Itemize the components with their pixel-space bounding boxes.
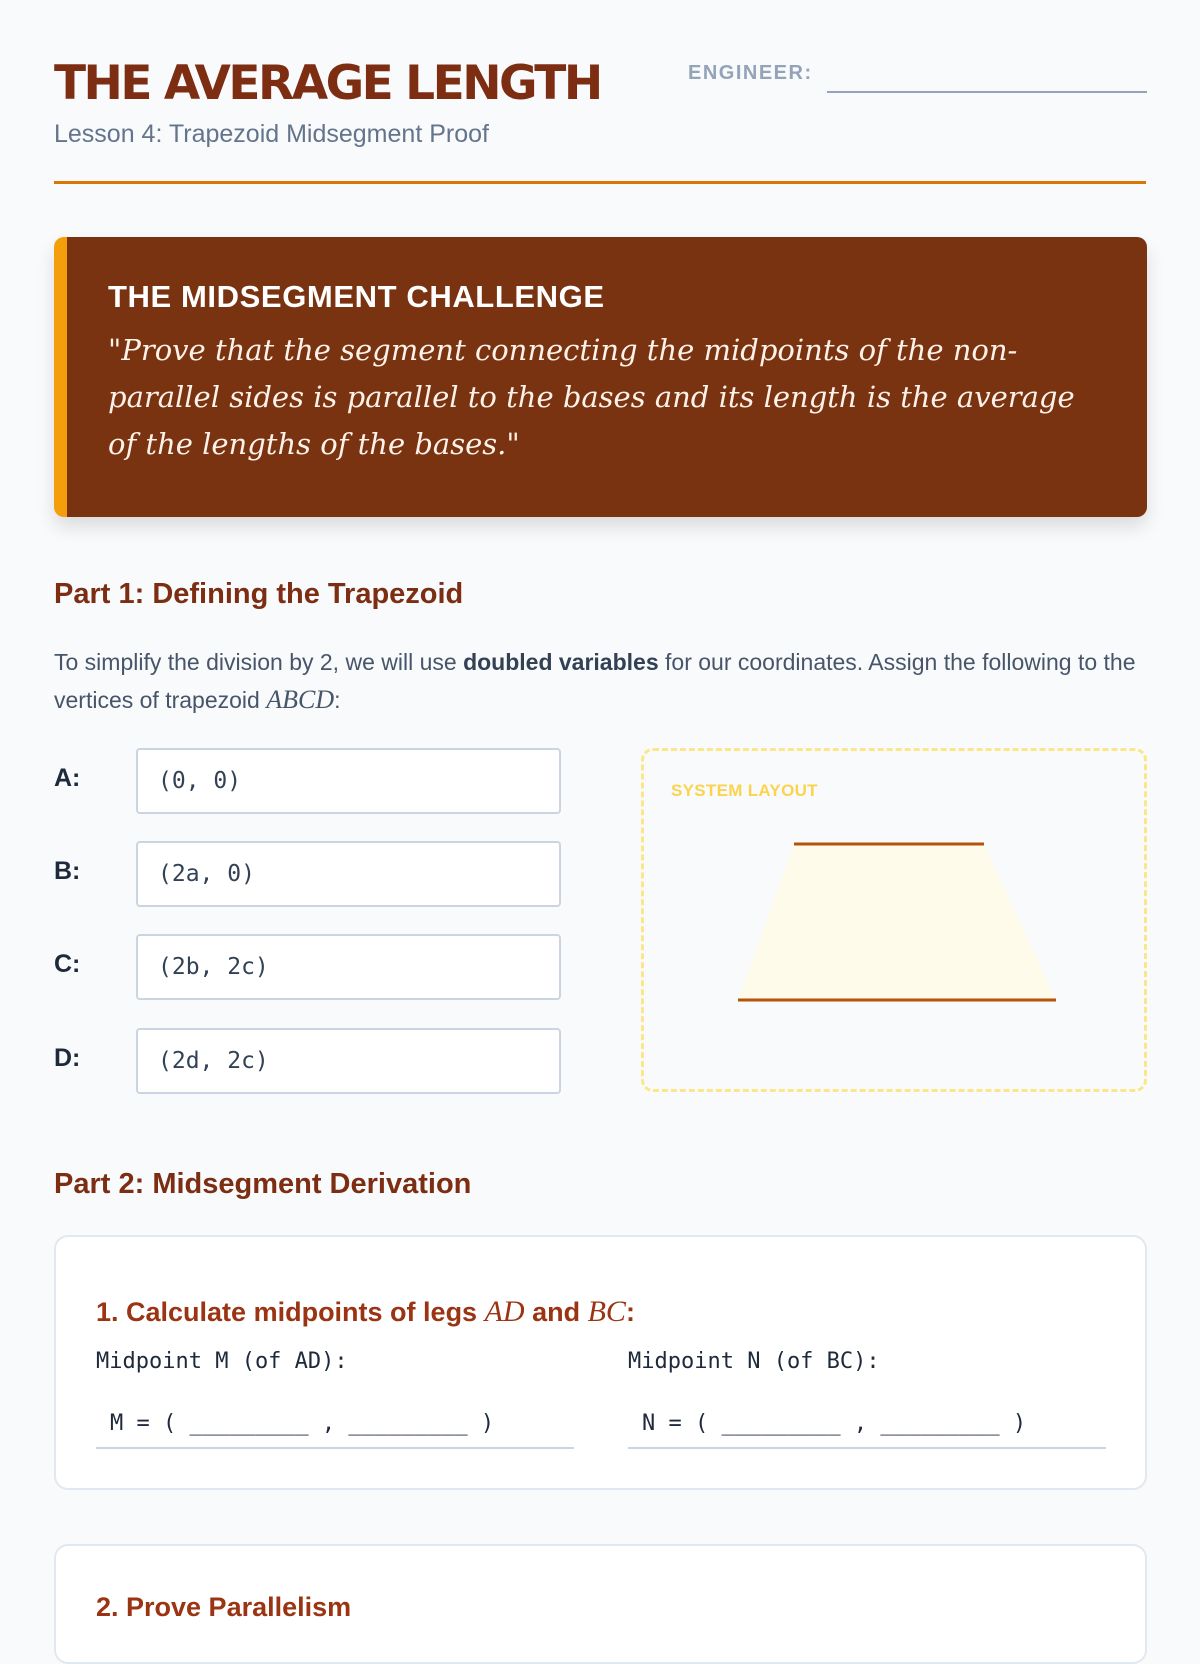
page-title: THE AVERAGE LENGTH: [54, 56, 601, 111]
vertex-b-input[interactable]: (2a, 0): [136, 841, 561, 907]
system-layout-diagram: [641, 748, 1147, 1092]
intro-math: ABCD: [266, 685, 335, 714]
vertex-row-c: [54, 934, 561, 1000]
step1-title-text: 1. Calculate midpoints of legs: [96, 1297, 485, 1327]
challenge-box: [54, 237, 1147, 517]
step1-title-and: and: [524, 1297, 588, 1327]
intro-bold: doubled variables: [463, 649, 659, 675]
intro-text-2: for our coordinates. Assign the following to the vertices of trapezoid: [54, 649, 1136, 713]
part2-heading: Part 2: Midsegment Derivation: [54, 1168, 472, 1200]
step2-card: [54, 1544, 1147, 1664]
trapezoid-shape: [738, 844, 1056, 1000]
vertex-label: D:: [54, 1044, 81, 1072]
vertex-row-a: [54, 748, 561, 814]
challenge-quote: "Prove that the segment connecting the midpoints of the non-parallel sides is parallel to the bases and its length is the average of the lengths of the bases.": [108, 333, 1075, 461]
part1-intro: [54, 643, 1147, 719]
engineer-label: ENGINEER:: [688, 62, 813, 84]
vertex-row-b: [54, 841, 561, 907]
step1-title-end: :: [625, 1297, 635, 1327]
vertex-label: A:: [54, 764, 81, 792]
step1-card: [54, 1235, 1147, 1490]
header: [54, 0, 1146, 184]
trapezoid-diagram: [644, 751, 1150, 1095]
engineer-name-field[interactable]: [827, 91, 1147, 93]
midpoint-n-label: Midpoint N (of BC):: [628, 1349, 880, 1374]
intro-text: To simplify the division by 2, we will use: [54, 649, 464, 675]
page-subtitle: Lesson 4: Trapezoid Midsegment Proof: [54, 120, 489, 148]
vertex-a-input[interactable]: (0, 0): [136, 748, 561, 814]
vertex-c-input[interactable]: (2b, 2c): [136, 934, 561, 1000]
step2-title: 2. Prove Parallelism: [96, 1592, 352, 1622]
step1-math-ad: AD: [484, 1295, 525, 1328]
vertex-label: B:: [54, 857, 81, 885]
vertex-row-d: [54, 1028, 561, 1094]
step1-math-bc: BC: [587, 1295, 626, 1328]
part1-heading: Part 1: Defining the Trapezoid: [54, 578, 464, 610]
vertex-label: C:: [54, 950, 81, 978]
challenge-title: THE MIDSEGMENT CHALLENGE: [108, 279, 605, 314]
midpoint-m-field[interactable]: M = ( _________ , _________ ): [96, 1399, 574, 1449]
vertex-d-input[interactable]: (2d, 2c): [136, 1028, 561, 1094]
midpoint-m-label: Midpoint M (of AD):: [96, 1349, 348, 1374]
step1-title: [96, 1295, 635, 1329]
midpoint-n-field[interactable]: N = ( _________ , _________ ): [628, 1399, 1106, 1449]
system-layout-label: SYSTEM LAYOUT: [671, 781, 818, 800]
intro-end: :: [334, 687, 341, 713]
